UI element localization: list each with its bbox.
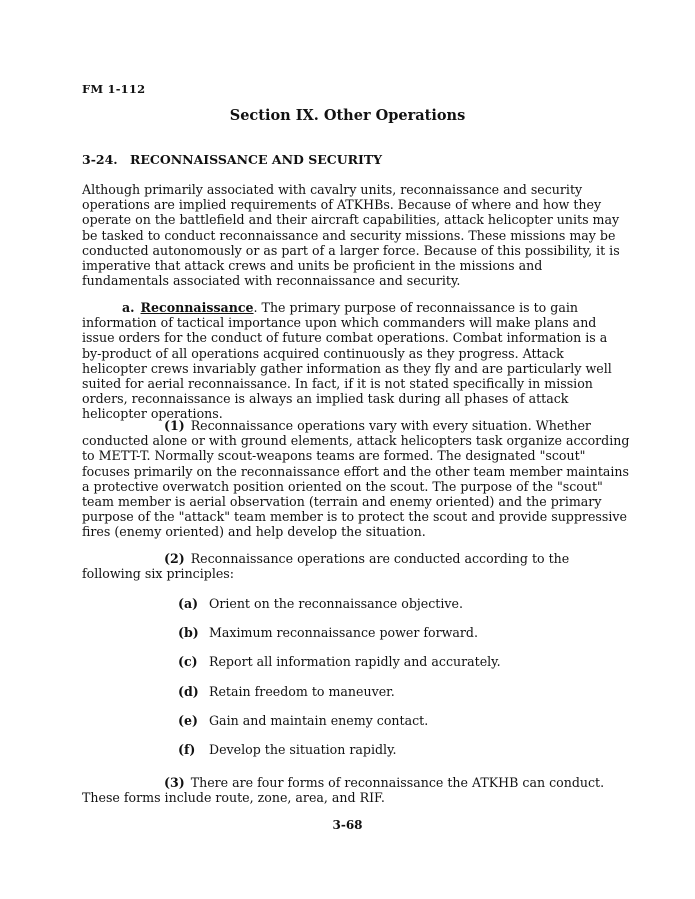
principle-label: (e) [178, 713, 198, 728]
principle-item [178, 596, 463, 611]
item-1-label: (1) [164, 418, 185, 433]
subparagraph-a [82, 300, 630, 422]
paragraph-heading [82, 152, 382, 167]
principle-label: (a) [178, 596, 199, 611]
principle-label: (f) [178, 742, 196, 757]
principle-item [178, 625, 478, 640]
item-1-text: Reconnaissance operations vary with every situation. Whether conducted alone or with ground elements, attack helicopters task organize according to METT-T. Normally scout-weapons teams are formed. The designated "scout" focuses primarily on the reconnaissance effort and the other team member maintains a protective overwatch position oriented on the scout. The purpose of the "scout" team member is aerial observation (terrain and enemy oriented) and the primary purpose of the "attack" team member is to protect the scout and provide suppressive fires (enemy oriented) and help develop the situation. [82, 418, 630, 540]
principle-text: Develop the situation rapidly. [209, 742, 397, 757]
item-2-label: (2) [164, 551, 185, 566]
subparagraph-a-title: Reconnaissance [140, 300, 254, 315]
subparagraph-a-label: a. [122, 300, 135, 315]
principle-text: Gain and maintain enemy contact. [209, 713, 429, 728]
principle-text: Report all information rapidly and accurately. [209, 654, 501, 669]
paragraph-number: 3-24. [82, 152, 118, 167]
principle-label: (c) [178, 654, 198, 669]
principle-text: Orient on the reconnaissance objective. [209, 596, 463, 611]
intro-paragraph: Although primarily associated with cavalry units, reconnaissance and security operations are implied requirements of ATKHBs. Because of where and how they operate on the battlefield and their aircraft capabilities, attack helicopter units may be tasked to conduct reconnaissance and security missions. These missions may be conducted autonomously or as part of a larger force. Because of this possibility, it is imperative that attack crews and units be proficient in the missions and fundamentals associated with reconnaissance and security. [82, 182, 620, 289]
section-title [0, 107, 695, 124]
subparagraph-a-text: . The primary purpose of reconnaissance is to gain information of tactical importance upon which commanders will make plans and issue orders for the conduct of future combat operations. Combat information is a by-product of all operations acquired continuously as they progress. Attack helicopter crews invariably gather information as they fly and are particularly well suited for aerial reconnaissance. In fact, if it is not stated specifically in mission orders, reconnaissance is always an implied task during all phases of attack helicopter operations. [82, 300, 612, 422]
principle-text: Retain freedom to maneuver. [209, 684, 395, 699]
principle-text: Maximum reconnaissance power forward. [209, 625, 478, 640]
principle-item [178, 742, 397, 757]
principle-item [178, 654, 501, 669]
section-title-text: Section IX. Other Operations [229, 107, 466, 124]
item-3 [82, 775, 630, 805]
principle-label: (d) [178, 684, 199, 699]
paragraph-title: RECONNAISSANCE AND SECURITY [130, 152, 383, 167]
page-number: 3-68 [332, 818, 363, 832]
item-2-text: Reconnaissance operations are conducted according to the following six principles: [82, 551, 570, 582]
principle-item [178, 713, 428, 728]
item-3-label: (3) [164, 775, 185, 790]
item-3-text: There are four forms of reconnaissance the ATKHB can conduct. These forms include route, zone, area, and RIF. [82, 775, 605, 806]
manual-id: FM 1-112 [82, 82, 146, 96]
item-1 [82, 418, 630, 540]
principle-item [178, 684, 395, 699]
principle-label: (b) [178, 625, 199, 640]
item-2 [82, 551, 630, 581]
